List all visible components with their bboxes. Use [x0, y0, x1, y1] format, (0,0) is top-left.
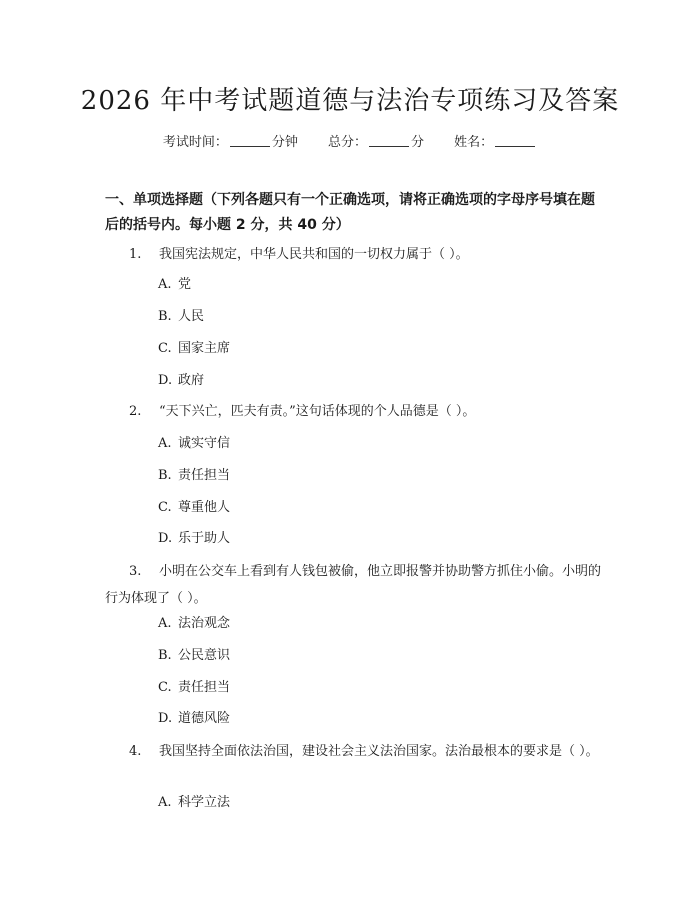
question-number: 4. [129, 744, 142, 759]
total-score-blank [369, 146, 409, 147]
question-number: 1. [129, 247, 142, 262]
total-score-field [328, 135, 428, 150]
option-text: 道德风险 [178, 711, 231, 726]
student-name-blank [495, 146, 535, 147]
question-text: 小明在公交车上看到有人钱包被偷，他立即报警并协助警方抓住小偷。小明的行为体现了（ ）。 [105, 564, 602, 606]
total-score-unit: 分 [411, 135, 425, 150]
option-letter: A. [158, 436, 172, 451]
option-text: 乐于助人 [178, 531, 231, 546]
question-number: 2. [129, 404, 142, 419]
option-text: 法治观念 [178, 616, 231, 631]
option-letter: A. [158, 795, 172, 810]
question-2-option-b [158, 466, 230, 486]
exam-time-unit: 分钟 [271, 135, 298, 150]
option-text: 尊重他人 [178, 500, 231, 515]
question-2-option-c [158, 498, 230, 518]
option-text: 责任担当 [178, 468, 231, 483]
option-text: 公民意识 [178, 648, 231, 663]
question-1-option-d [158, 371, 204, 391]
option-text: 人民 [178, 309, 205, 324]
question-number: 3. [129, 564, 142, 579]
option-text: 责任担当 [178, 680, 231, 695]
exam-time-blank [230, 146, 270, 147]
question-2-option-a [158, 434, 230, 454]
question-text: 我国坚持全面依法治国，建设社会主义法治国家。法治最根本的要求是（ ）。 [159, 744, 599, 759]
question-3 [105, 558, 602, 612]
exam-time-label: 考试时间： [162, 135, 228, 150]
question-4 [105, 738, 602, 765]
question-1-option-a [158, 275, 191, 295]
option-letter: B. [158, 309, 172, 324]
total-score-label: 总分： [327, 135, 367, 150]
question-text: 我国宪法规定，中华人民共和国的一切权力属于（ ）。 [159, 247, 469, 262]
student-name-label: 姓名： [454, 135, 494, 150]
question-2 [105, 398, 602, 425]
question-3-option-d [158, 709, 230, 729]
question-3-option-c [158, 678, 230, 698]
question-text: “天下兴亡，匹夫有责。”这句话体现的个人品德是（ ）。 [159, 404, 476, 419]
option-letter: B. [158, 648, 172, 663]
page-title: 2026 年中考试题道德与法治专项练习及答案 [80, 86, 620, 116]
question-1-option-b [158, 307, 204, 327]
student-name-field [454, 135, 537, 150]
question-1 [105, 241, 602, 268]
question-3-option-a [158, 614, 230, 634]
option-letter: D. [158, 373, 173, 388]
question-3-option-b [158, 646, 230, 666]
option-letter: D. [158, 531, 173, 546]
option-letter: A. [158, 277, 172, 292]
option-letter: A. [158, 616, 172, 631]
question-1-option-c [158, 339, 230, 359]
option-text: 国家主席 [178, 341, 231, 356]
option-text: 党 [178, 277, 192, 292]
question-4-option-a [158, 793, 230, 813]
option-text: 诚实守信 [178, 436, 231, 451]
option-text: 政府 [178, 373, 205, 388]
option-letter: B. [158, 468, 172, 483]
option-letter: C. [158, 341, 172, 356]
question-2-option-d [158, 529, 230, 549]
option-text: 科学立法 [178, 795, 231, 810]
option-letter: D. [158, 711, 173, 726]
option-letter: C. [158, 500, 172, 515]
exam-meta-line [0, 131, 700, 150]
section-heading: 一、单项选择题（下列各题只有一个正确选项，请将正确选项的字母序号填在题后的括号内。每小题 2 分，共 40 分） [105, 192, 595, 233]
exam-time-field [163, 135, 302, 150]
option-letter: C. [158, 680, 172, 695]
